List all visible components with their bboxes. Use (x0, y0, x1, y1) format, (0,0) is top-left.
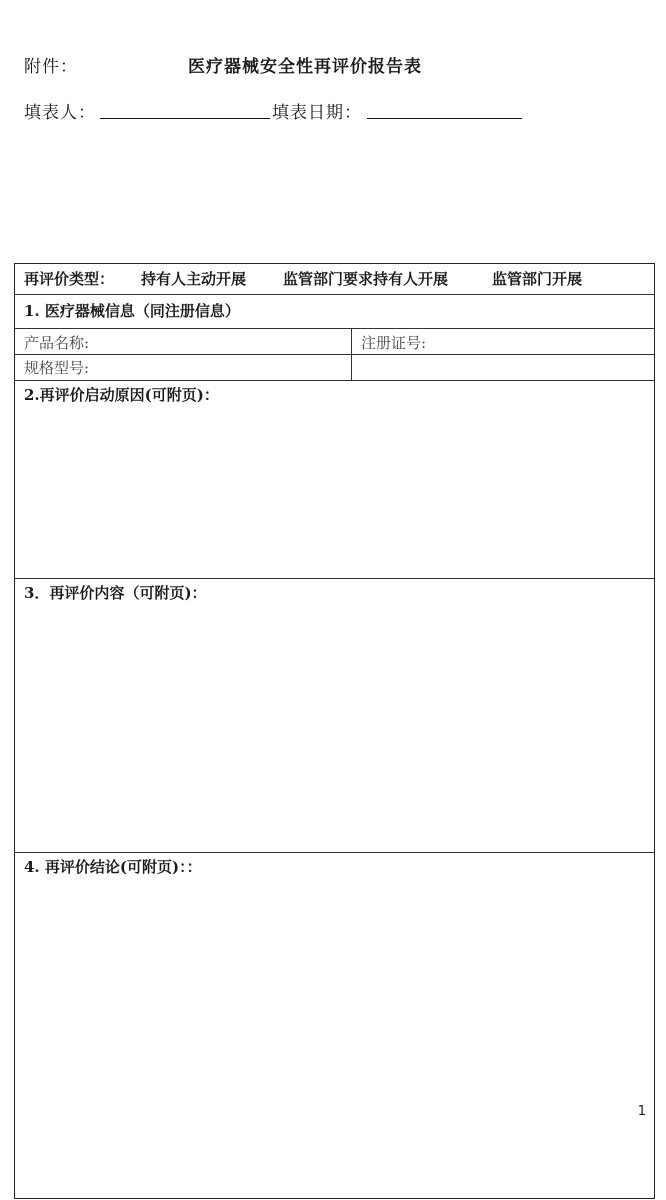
model-spec-label[interactable]: 规格型号: (24, 359, 90, 377)
reason-textarea[interactable] (15, 404, 654, 578)
fill-date-label: 填表日期： (272, 103, 362, 123)
section-reason-title: 2.再评价启动原因(可附页)： (24, 386, 219, 404)
evaluation-type-label: 再评价类型： (24, 270, 115, 288)
divider (15, 328, 654, 329)
section-content-title: 3．再评价内容（可附页)： (24, 584, 207, 602)
option-regulator-requested[interactable]: 监管部门要求持有人开展 (283, 270, 449, 288)
section-conclusion-title: 4. 再评价结论(可附页)：： (24, 858, 202, 876)
filler-label: 填表人： (24, 103, 96, 123)
page-title: 医疗器械安全性再评价报告表 (188, 57, 422, 77)
content-textarea[interactable] (15, 604, 654, 852)
report-form (14, 263, 655, 1199)
divider (15, 380, 654, 381)
divider (15, 354, 654, 355)
page-number: 1 (637, 1104, 646, 1119)
filler-field[interactable] (100, 118, 270, 119)
registration-cert-label[interactable]: 注册证号: (361, 334, 427, 352)
product-name-label[interactable]: 产品名称: (24, 334, 90, 352)
conclusion-textarea[interactable] (15, 878, 654, 1196)
fill-date-field[interactable] (367, 118, 522, 119)
divider (15, 294, 654, 295)
divider (15, 578, 654, 579)
column-divider (351, 328, 352, 380)
attachment-label: 附件： (24, 57, 78, 77)
option-holder-initiated[interactable]: 持有人主动开展 (141, 270, 247, 288)
divider (15, 852, 654, 853)
section-device-info-title: 1. 医疗器械信息（同注册信息） (24, 302, 240, 320)
option-regulator-conducted[interactable]: 监管部门开展 (492, 270, 583, 288)
